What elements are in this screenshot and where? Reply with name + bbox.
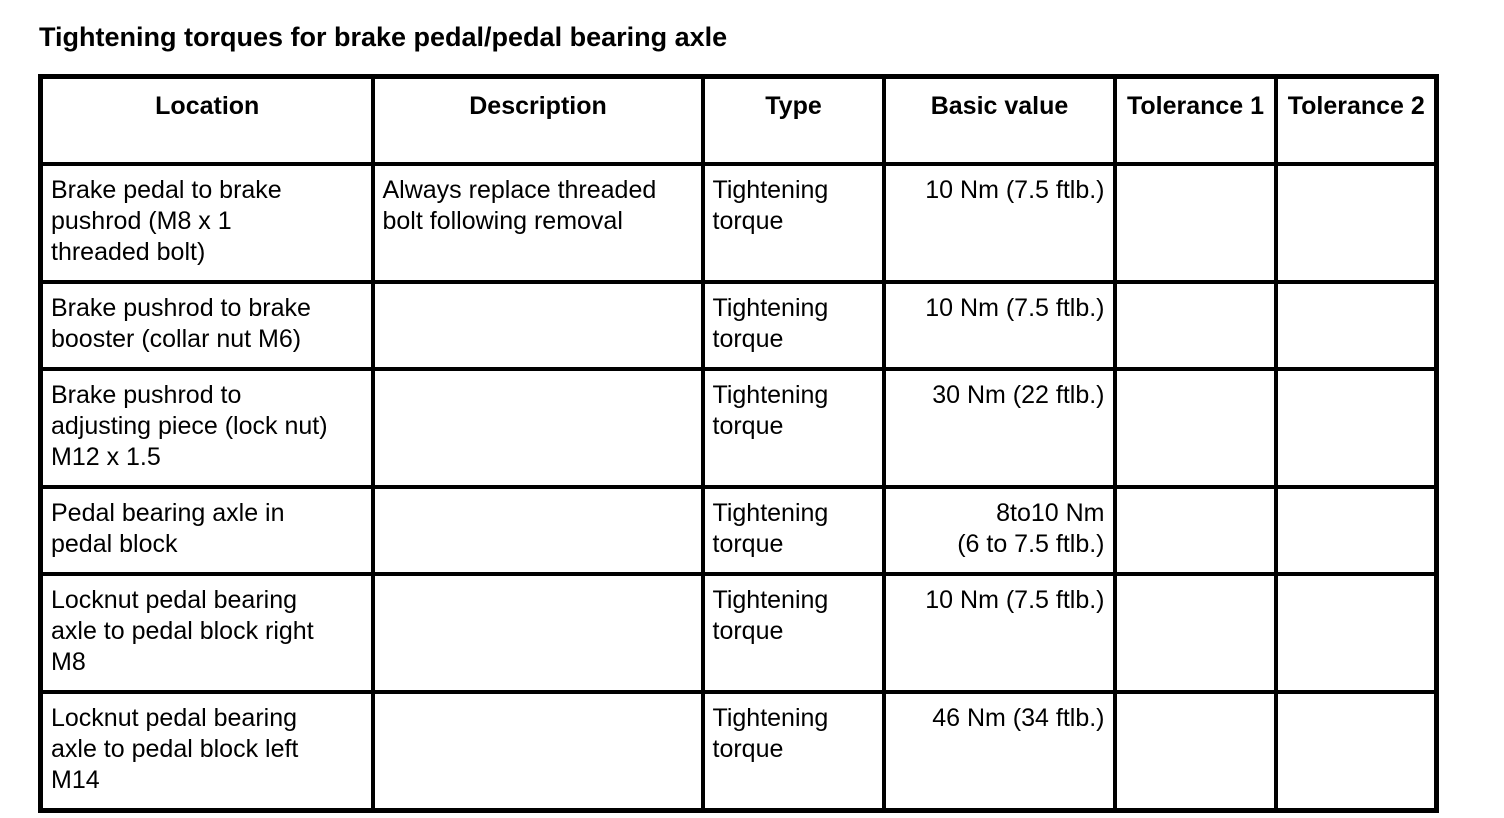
tolerance-1-cell bbox=[1115, 164, 1276, 282]
basic-value-cell-line: 46 Nm (34 ftlb.) bbox=[932, 704, 1105, 732]
tolerance-1-cell bbox=[1115, 282, 1276, 369]
description-cell bbox=[373, 282, 703, 369]
location-cell-line: adjusting piece (lock nut) bbox=[51, 412, 328, 440]
basic-value-cell-line: 10 Nm (7.5 ftlb.) bbox=[925, 586, 1105, 614]
table-row bbox=[41, 164, 1437, 282]
location-cell-line: pedal block bbox=[51, 530, 178, 558]
type-cell bbox=[703, 487, 884, 574]
location-cell-line: M8 bbox=[51, 648, 86, 676]
type-cell-line: torque bbox=[712, 530, 784, 558]
tolerance-2-cell bbox=[1276, 282, 1437, 369]
basic-value-cell-line: (6 to 7.5 ftlb.) bbox=[957, 530, 1105, 558]
basic-value-cell bbox=[884, 574, 1115, 692]
basic-value-cell-line: 30 Nm (22 ftlb.) bbox=[932, 381, 1105, 409]
type-cell-line: torque bbox=[712, 617, 784, 645]
basic-value-cell bbox=[884, 692, 1115, 811]
table-row bbox=[41, 369, 1437, 487]
location-cell-line: threaded bolt) bbox=[51, 238, 206, 266]
location-cell-line: Locknut pedal bearing bbox=[51, 586, 298, 614]
description-cell bbox=[373, 487, 703, 574]
type-cell-line: Tightening bbox=[712, 586, 829, 614]
torque-table bbox=[38, 74, 1439, 813]
tolerance-1-cell bbox=[1115, 487, 1276, 574]
location-cell bbox=[41, 282, 373, 369]
type-cell-line: Tightening bbox=[712, 704, 829, 732]
page-title: Tightening torques for brake pedal/pedal bearing axle bbox=[39, 22, 728, 52]
description-cell-line: Always replace threaded bbox=[382, 176, 657, 204]
basic-value-cell bbox=[884, 369, 1115, 487]
tolerance-2-cell bbox=[1276, 164, 1437, 282]
description-cell bbox=[373, 692, 703, 811]
table-row bbox=[41, 692, 1437, 811]
tolerance-2-cell bbox=[1276, 487, 1437, 574]
location-cell-line: Pedal bearing axle in bbox=[51, 499, 285, 527]
location-cell bbox=[41, 164, 373, 282]
location-cell-line: axle to pedal block right bbox=[51, 617, 314, 645]
location-cell-line: Brake pedal to brake bbox=[51, 176, 282, 204]
type-cell bbox=[703, 692, 884, 811]
header-row bbox=[41, 77, 1437, 165]
location-cell bbox=[41, 487, 373, 574]
location-cell-line: M12 x 1.5 bbox=[51, 443, 161, 471]
table-row bbox=[41, 487, 1437, 574]
type-cell-line: torque bbox=[712, 412, 784, 440]
type-cell-line: Tightening bbox=[712, 499, 829, 527]
type-cell-line: torque bbox=[712, 207, 784, 235]
location-cell-line: Brake pushrod to brake bbox=[51, 294, 311, 322]
header-description: Description bbox=[373, 77, 703, 165]
basic-value-cell bbox=[884, 282, 1115, 369]
header-tolerance-1: Tolerance 1 bbox=[1115, 77, 1276, 165]
description-cell-line: bolt following removal bbox=[382, 207, 623, 235]
location-cell-line: axle to pedal block left bbox=[51, 735, 299, 763]
tolerance-1-cell bbox=[1115, 574, 1276, 692]
location-cell bbox=[41, 574, 373, 692]
basic-value-cell bbox=[884, 487, 1115, 574]
basic-value-cell-line: 10 Nm (7.5 ftlb.) bbox=[925, 294, 1105, 322]
type-cell bbox=[703, 369, 884, 487]
tolerance-1-cell bbox=[1115, 692, 1276, 811]
table-row bbox=[41, 574, 1437, 692]
tolerance-2-cell bbox=[1276, 574, 1437, 692]
type-cell bbox=[703, 282, 884, 369]
tolerance-1-cell bbox=[1115, 369, 1276, 487]
type-cell-line: Tightening bbox=[712, 381, 829, 409]
tolerance-2-cell bbox=[1276, 692, 1437, 811]
location-cell-line: booster (collar nut M6) bbox=[51, 325, 302, 353]
location-cell-line: M14 bbox=[51, 766, 100, 794]
type-cell bbox=[703, 574, 884, 692]
description-cell bbox=[373, 369, 703, 487]
basic-value-cell-line: 10 Nm (7.5 ftlb.) bbox=[925, 176, 1105, 204]
basic-value-cell-line: 8to10 Nm bbox=[996, 499, 1105, 527]
location-cell-line: Brake pushrod to bbox=[51, 381, 242, 409]
table-row bbox=[41, 282, 1437, 369]
description-cell bbox=[373, 164, 703, 282]
header-basic-value: Basic value bbox=[884, 77, 1115, 165]
location-cell-line: pushrod (M8 x 1 bbox=[51, 207, 232, 235]
header-location: Location bbox=[41, 77, 373, 165]
type-cell-line: torque bbox=[712, 735, 784, 763]
type-cell-line: Tightening bbox=[712, 176, 829, 204]
basic-value-cell bbox=[884, 164, 1115, 282]
location-cell bbox=[41, 692, 373, 811]
location-cell-line: Locknut pedal bearing bbox=[51, 704, 298, 732]
location-cell bbox=[41, 369, 373, 487]
tolerance-2-cell bbox=[1276, 369, 1437, 487]
type-cell-line: Tightening bbox=[712, 294, 829, 322]
header-tolerance-2: Tolerance 2 bbox=[1276, 77, 1437, 165]
type-cell-line: torque bbox=[712, 325, 784, 353]
description-cell bbox=[373, 574, 703, 692]
type-cell bbox=[703, 164, 884, 282]
table-body bbox=[41, 164, 1437, 811]
header-type: Type bbox=[703, 77, 884, 165]
